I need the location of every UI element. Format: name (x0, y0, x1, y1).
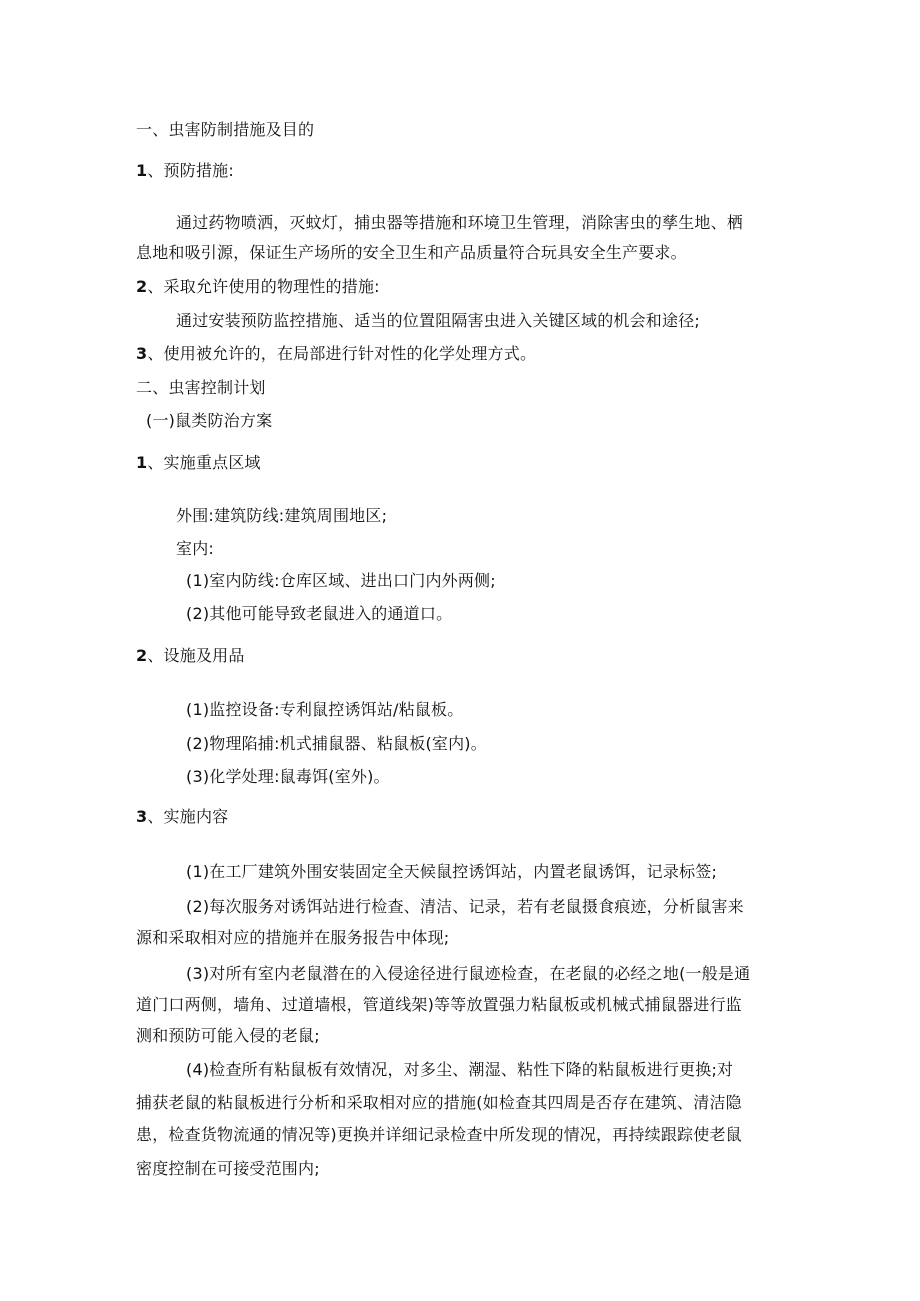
section2-item2-sub3: (3)化学处理:鼠毒饵(室外)。 (186, 767, 390, 786)
section2-item3-p3-line2: 道门口两侧，墙角、过道墙根，管道线架)等等放置强力粘鼠板或机械式捕鼠器进行监 (136, 995, 742, 1014)
section2-item3-heading (136, 807, 228, 827)
section2-item3-p4-line2: 捕获老鼠的粘鼠板进行分析和采取相对应的措施(如检查其四周是否存在建筑、清洁隐 (136, 1093, 742, 1112)
section1-title: 一、虫害防制措施及目的 (136, 120, 315, 139)
section1-item3-label: 、使用被允许的，在局部进行针对性的化学处理方式。 (147, 344, 537, 363)
section2-item3-p4-line1: (4)检查所有粘鼠板有效情况，对多尘、潮湿、粘性下降的粘鼠板进行更换;对 (186, 1060, 734, 1079)
section2-item1-label: 、实施重点区域 (147, 453, 261, 472)
section2-item3-p2-line1: (2)每次服务对诱饵站进行检查、清洁、记录，若有老鼠摄食痕迹，分析鼠害来 (186, 897, 744, 916)
section1-item2-heading (136, 277, 380, 297)
section2-item3-p4-line3: 患，检查货物流通的情况等)更换并详细记录检查中所发现的情况，再持续跟踪使老鼠 (136, 1125, 742, 1144)
section2-item1-sub1: (1)室内防线:仓库区域、进出口门内外两侧; (186, 571, 496, 590)
section2-item3-label: 、实施内容 (147, 807, 229, 826)
section2-item1-sub2: (2)其他可能导致老鼠进入的通道口。 (186, 604, 453, 623)
section2-item3-p3-line1: (3)对所有室内老鼠潜在的入侵途径进行鼠迹检查，在老鼠的必经之地(一般是通 (186, 964, 751, 983)
section2-item1-outer: 外围:建筑防线:建筑周围地区; (176, 506, 388, 525)
section2-item3-p3-line3: 测和预防可能入侵的老鼠; (136, 1026, 320, 1045)
section1-item2-number: 2 (136, 277, 148, 296)
section2-item1-number: 1 (136, 453, 148, 472)
section2-item1-heading (136, 453, 261, 473)
section1-item1-para-line1: 通过药物喷洒，灭蚊灯，捕虫器等措施和环境卫生管理，消除害虫的孳生地、栖 (176, 213, 744, 232)
section1-item2-para: 通过安装预防监控措施、适当的位置阻隔害虫进入关键区域的机会和途径; (176, 311, 700, 330)
section2-title: 二、虫害控制计划 (136, 378, 266, 397)
section2-subtitle: (一)鼠类防治方案 (146, 411, 273, 430)
section2-item3-number: 3 (136, 807, 148, 826)
section2-item2-sub1: (1)监控设备:专利鼠控诱饵站/粘鼠板。 (186, 700, 464, 719)
section2-item3-p1-line1: (1)在工厂建筑外围安装固定全天候鼠控诱饵站，内置老鼠诱饵，记录标签; (186, 862, 718, 881)
section2-item3-p4-line4: 密度控制在可接受范围内; (136, 1159, 320, 1178)
section1-item1-label: 、预防措施: (147, 161, 234, 180)
section1-item1-number: 1 (136, 161, 148, 180)
section1-item3-number: 3 (136, 344, 148, 363)
section1-item1-heading (136, 161, 234, 181)
section2-item2-sub2: (2)物理陷捕:机式捕鼠器、粘鼠板(室内)。 (186, 734, 487, 753)
section2-item1-indoor: 室内: (176, 539, 214, 558)
section2-item2-label: 、设施及用品 (147, 646, 245, 665)
section2-item2-number: 2 (136, 646, 148, 665)
section1-item1-para-line2: 息地和吸引源，保证生产场所的安全卫生和产品质量符合玩具安全生产要求。 (136, 243, 687, 262)
section1-item3-heading (136, 344, 536, 364)
section1-item2-label: 、采取允许使用的物理性的措施: (147, 277, 380, 296)
section2-item3-p2-line2: 源和采取相对应的措施并在服务报告中体现; (136, 928, 450, 947)
section2-item2-heading (136, 646, 245, 666)
